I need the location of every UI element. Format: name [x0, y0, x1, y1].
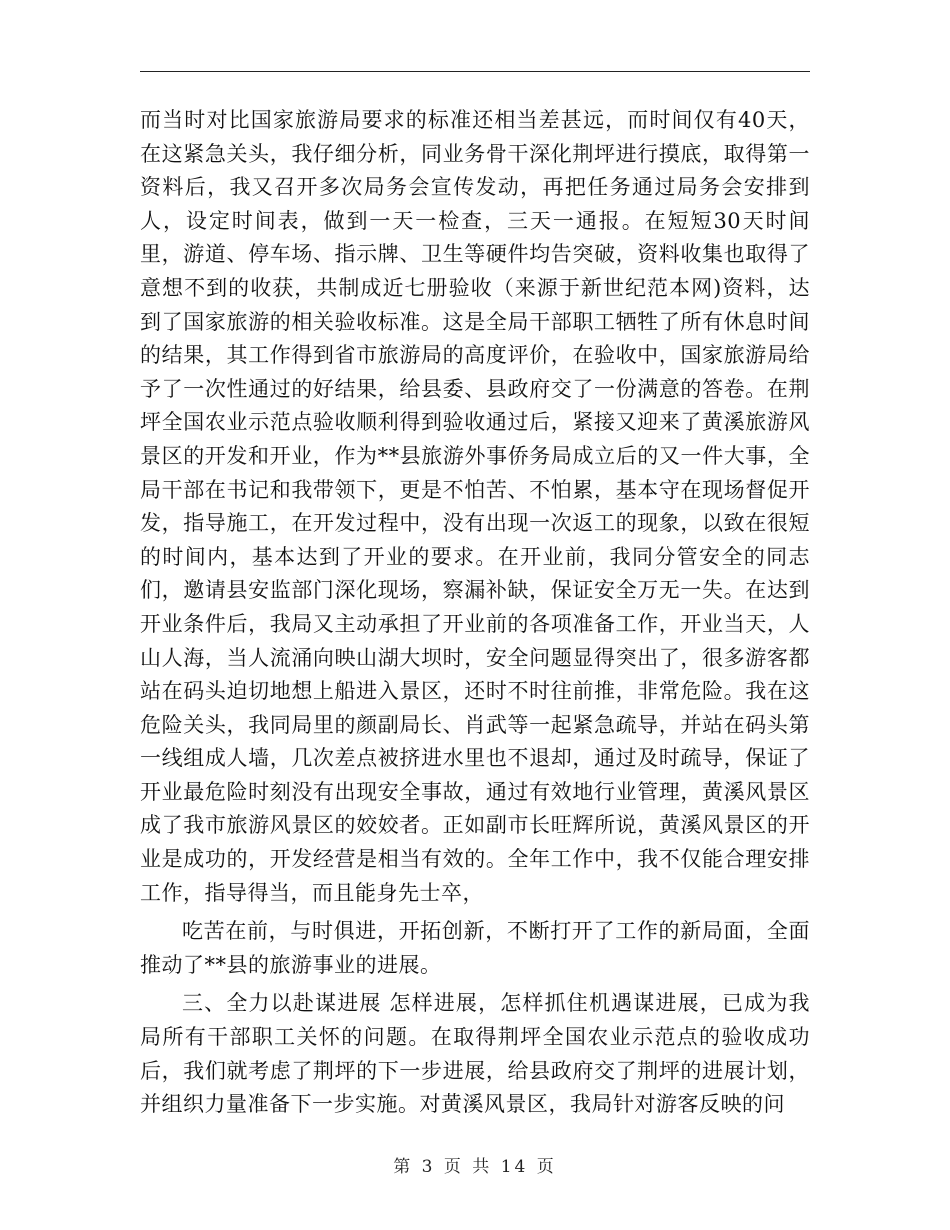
- page-number-footer: 第 3 页 共 14 页: [393, 1157, 557, 1177]
- paragraph-2: 吃苦在前，与时俱进，开拓创新，不断打开了工作的新局面，全面推动了**县的旅游事业的进展。: [140, 919, 810, 977]
- header-rule: [140, 71, 810, 72]
- document-body: [140, 104, 810, 1122]
- paragraph-3: 三、全力以赴谋进展 怎样进展，怎样抓住机遇谋进展，已成为我局所有干部职工关怀的问题。在取得荆坪全国农业示范点的验收成功后，我们就考虑了荆坪的下一步进展，给县政府交了荆坪的进展计划，并组织力量准备下一步实施。对黄溪风景区，我局针对游客反映的问: [140, 991, 810, 1117]
- paragraph-1: 而当时对比国家旅游局要求的标准还相当差甚远，而时间仅有40天，在这紧急关头，我仔细分析，同业务骨干深化荆坪进行摸底，取得第一资料后，我又召开多次局务会宣传发动，再把任务通过局务会安排到人，设定时间表，做到一天一检查，三天一通报。在短短30天时间里，游道、停车场、指示牌、卫生等硬件均告突破，资料收集也取得了意想不到的收获，共制成近七册验收（来源于新世纪范本网)资料，达到了国家旅游的相关验收标准。这是全局干部职工牺牲了所有休息时间的结果，其工作得到省市旅游局的高度评价，在验收中，国家旅游局给予了一次性通过的好结果，给县委、县政府交了一份满意的答卷。在荆坪全国农业示范点验收顺利得到验收通过后，紧接又迎来了黄溪旅游风景区的开发和开业，作为**县旅游外事侨务局成立后的又一件大事，全局干部在书记和我带领下，更是不怕苦、不怕累，基本守在现场督促开发，指导施工，在开发过程中，没有出现一次返工的现象，以致在很短的时间内，基本达到了开业的要求。在开业前，我同分管安全的同志们，邀请县安监部门深化现场，察漏补缺，保证安全万无一失。在达到开业条件后，我局又主动承担了开业前的各项准备工作，开业当天，人山人海，当人流涌向映山湖大坝时，安全问题显得突出了，很多游客都站在码头迫切地想上船进入景区，还时不时往前推，非常危险。我在这危险关头，我同局里的颜副局长、肖武等一起紧急疏导，并站在码头第一线组成人墙，几次差点被挤进水里也不退却，通过及时疏导，保证了开业最危险时刻没有出现安全事故，通过有效地行业管理，黄溪风景区成了我市旅游风景区的姣姣者。正如副市长旺辉所说，黄溪风景区的开业是成功的，开发经营是相当有效的。全年工作中，我不仅能合理安排工作，指导得当，而且能身先士卒，: [140, 108, 810, 905]
